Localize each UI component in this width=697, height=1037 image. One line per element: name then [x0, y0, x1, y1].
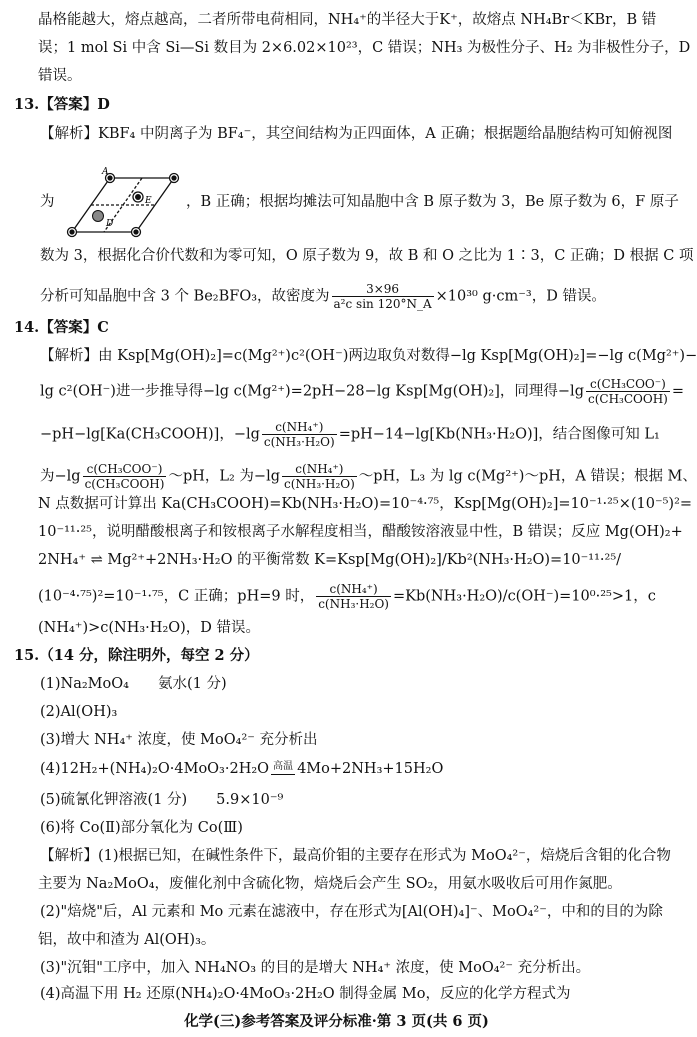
text-line: 为 — [40, 194, 55, 210]
text-segment: ～pH，L₃ 为 lg c(Mg²⁺)～pH，A 错误；根据 M、 — [358, 468, 697, 485]
text-segment: ～pH，L₂ 为−lg — [168, 468, 280, 485]
text-segment: lg c²(OH⁻)进一步推导得−lg c(Mg²⁺)=2pH−28−lg Ksp[Mg(OH)₂]，同理得−lg — [40, 383, 584, 400]
equation-line — [40, 759, 443, 779]
fraction — [586, 377, 670, 406]
fraction — [316, 582, 391, 611]
figure-label-e: E — [145, 196, 152, 206]
fraction-denominator: c(NH₃·H₂O) — [284, 477, 355, 491]
text-segment: =Kb(NH₃·H₂O)/c(OH⁻)=10⁰·²⁵>1，c — [393, 588, 656, 605]
text-line: N 点数据可计算出 Ka(CH₃COOH)=Kb(NH₃·H₂O)=10⁻⁴·⁷⁵，Ksp[Mg(OH)₂]=10⁻¹·²⁵×(10⁻⁵)²= — [38, 496, 693, 512]
q15-header: 15.（14 分，除注明外，每空 2 分） — [14, 647, 259, 664]
text-line: 10⁻¹¹·²⁵，说明醋酸根离子和铵根离子水解程度相当，醋酸铵溶液显中性，B 错误；反应 Mg(OH)₂+ — [38, 524, 683, 540]
crystal-topview-figure — [62, 167, 182, 240]
text-line: (2)"焙烧"后，Al 元素和 Mo 元素在滤液中，存在形式为[Al(OH)₄]⁻、MoO₄²⁻，中和的目的为除 — [40, 904, 663, 920]
fraction-denominator: c(CH₃COOH) — [84, 477, 165, 491]
condition-label: 高温 — [271, 760, 295, 775]
reaction-condition — [271, 760, 295, 779]
fraction-numerator: c(NH₄⁺) — [262, 420, 337, 435]
text-line: 晶格能越大，熔点越高，二者所带电荷相同，NH₄⁺的半径大于K⁺，故熔点 NH₄Br＜KBr，B 错 — [38, 12, 657, 28]
fraction-numerator: c(NH₄⁺) — [316, 582, 391, 597]
fraction-numerator: c(CH₃COO⁻) — [83, 462, 167, 477]
text-line: 误；1 mol Si 中含 Si—Si 数目为 2×6.02×10²³，C 错误；NH₃ 为极性分子、H₂ 为非极性分子，D — [38, 40, 691, 56]
text-line: 数为 3，根据化合价代数和为零可知，O 原子数为 9，故 B 和 O 之比为 1∶3，C 正确；D 根据 C 项 — [40, 248, 694, 264]
text-line: (1)Na₂MoO₄ 氨水(1 分) — [40, 676, 227, 692]
fraction-numerator: c(CH₃COO⁻) — [586, 377, 670, 392]
text-line: 2NH₄⁺ ⇌ Mg²⁺+2NH₃·H₂O 的平衡常数 K=Ksp[Mg(OH)₂]/Kb²(NH₃·H₂O)=10⁻¹¹·²⁵/ — [38, 552, 622, 568]
text-line: (3)增大 NH₄⁺ 浓度，使 MoO₄²⁻ 充分析出 — [40, 732, 318, 748]
text-line: 【解析】(1)根据已知，在碱性条件下，最高价钼的主要存在形式为 MoO₄²⁻，焙烧后含钼的化合物 — [40, 848, 671, 864]
text-segment: −pH−lg[Ka(CH₃COOH)]，−lg — [40, 426, 260, 443]
text-line — [40, 377, 684, 406]
text-line: (3)"沉钼"工序中，加入 NH₄NO₃ 的目的是增大 NH₄⁺ 浓度，使 MoO₄²⁻ 充分析出。 — [40, 960, 591, 976]
text-segment: 为−lg — [40, 468, 81, 485]
density-fraction — [332, 282, 434, 311]
fraction — [83, 462, 167, 491]
figure-label-a: A — [102, 167, 109, 177]
text-line: (6)将 Co(Ⅱ)部分氧化为 Co(Ⅲ) — [40, 820, 243, 836]
text-segment: = — [671, 383, 685, 400]
fraction-denominator: c(NH₃·H₂O) — [318, 597, 389, 611]
text-line — [40, 282, 606, 311]
fraction-denominator: c(NH₃·H₂O) — [263, 435, 335, 449]
text-line: (4)高温下用 H₂ 还原(NH₄)₂O·4MoO₃·2H₂O 制得金属 Mo，反应的化学方程式为 — [40, 986, 571, 1002]
fraction-denominator: c(CH₃COOH) — [587, 392, 668, 406]
text-line: (2)Al(OH)₃ — [40, 704, 118, 720]
text-line — [38, 582, 656, 611]
fraction-numerator: c(NH₄⁺) — [282, 462, 357, 477]
text-segment: 4Mo+2NH₃+15H₂O — [297, 761, 444, 777]
text-line: 【解析】由 Ksp[Mg(OH)₂]=c(Mg²⁺)c²(OH⁻)两边取负对数得−lg Ksp[Mg(OH)₂]=−lg c(Mg²⁺)− — [40, 348, 697, 364]
text-line — [40, 420, 660, 449]
fraction — [282, 462, 357, 491]
fraction — [262, 420, 337, 449]
text-line — [40, 462, 697, 491]
page-footer: 化学(三)参考答案及评分标准·第 3 页(共 6 页) — [184, 1013, 489, 1030]
text-line: 【解析】KBF₄ 中阴离子为 BF₄⁻，其空间结构为正四面体，A 正确；根据题给晶胞结构可知俯视图 — [40, 126, 673, 142]
text-segment: ×10³⁰ g·cm⁻³，D 错误。 — [435, 288, 606, 305]
text-segment: =pH−14−lg[Kb(NH₃·H₂O)]，结合图像可知 L₁ — [338, 426, 660, 443]
q13-answer: 13.【答案】D — [14, 96, 110, 113]
text-line: 主要为 Na₂MoO₄，废催化剂中含硫化物，焙烧后会产生 SO₂，用氨水吸收后可用作氮肥。 — [38, 876, 622, 892]
text-line: (5)硫氰化钾溶液(1 分) 5.9×10⁻⁹ — [40, 792, 284, 808]
text-line: (NH₄⁺)>c(NH₃·H₂O)，D 错误。 — [38, 620, 261, 636]
q14-answer: 14.【答案】C — [14, 319, 109, 336]
text-line: 错误。 — [38, 68, 82, 84]
text-line: 铝，故中和渣为 Al(OH)₃。 — [38, 932, 216, 948]
text-segment: 分析可知晶胞中含 3 个 Be₂BFO₃，故密度为 — [40, 288, 330, 305]
fraction-numerator: 3×96 — [332, 282, 434, 297]
text-line: ，B 正确；根据均摊法可知晶胞中含 B 原子数为 3，Be 原子数为 6，F 原子 — [186, 194, 679, 210]
text-segment: (4)12H₂+(NH₄)₂O·4MoO₃·2H₂O — [40, 761, 270, 777]
fraction-denominator: a²c sin 120°N_A — [333, 297, 432, 311]
figure-label-d: D — [106, 219, 114, 229]
text-segment: (10⁻⁴·⁷⁵)²=10⁻¹·⁷⁵，C 正确；pH=9 时， — [38, 588, 315, 605]
